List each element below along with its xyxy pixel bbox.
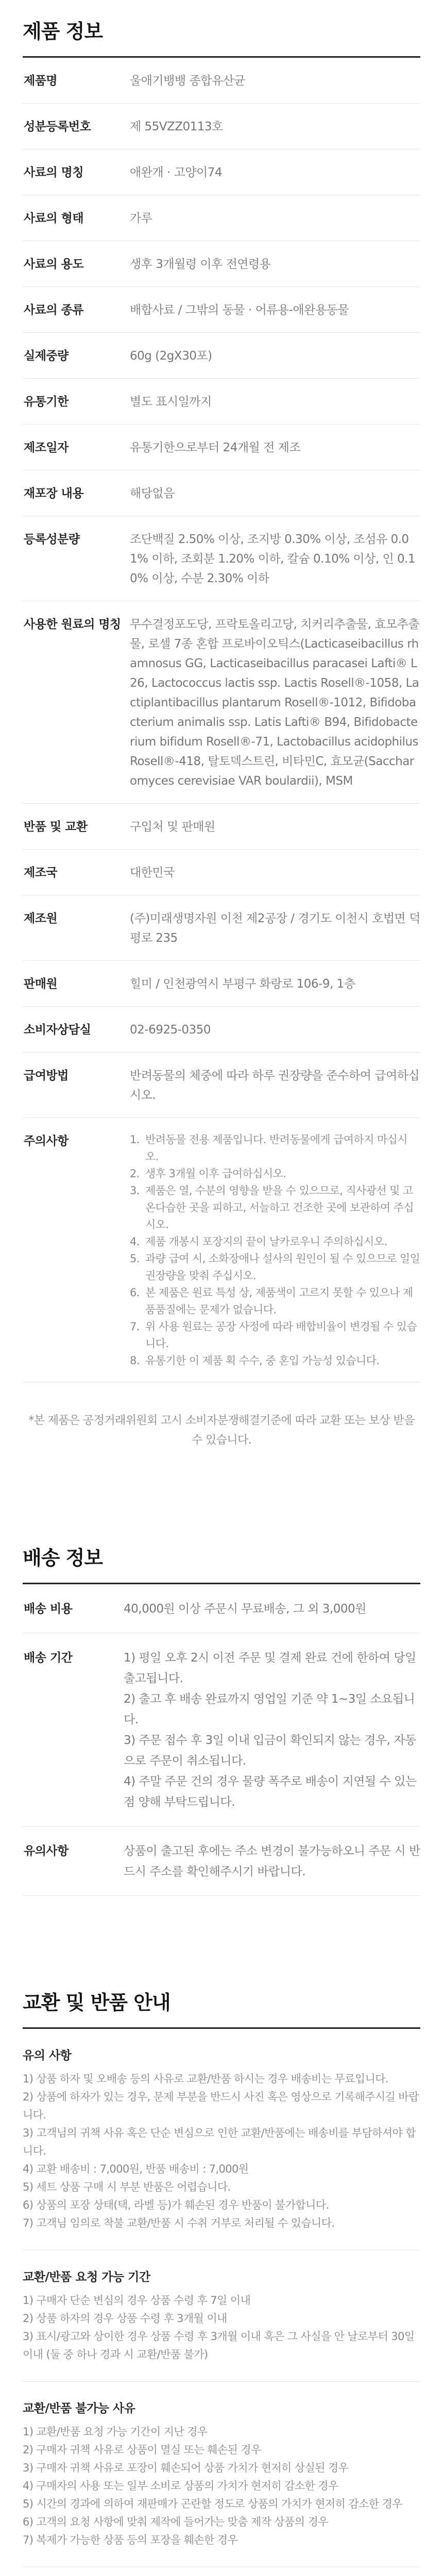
info-value: 조단백질 2.50% 이상, 조지방 0.30% 이상, 조섬유 0.01% 이하, 조회분 1.20% 이하, 칼슘 0.10% 이상, 인 0.10% 이상, 수분 2.30% 이하 (130, 533, 416, 585)
exchange-line: 6) 고객의 요청 사항에 맞춰 제작에 들어가는 맞춤 제작 상품의 경우 (23, 2516, 328, 2528)
product-footnote: *본 제품은 공정거래위원회 고시 소비자분쟁해결기준에 따라 교환 또는 보상 받을 수 있습니다. (28, 1414, 415, 1447)
info-label: 유통기한 (24, 395, 69, 409)
caution-item (130, 1250, 420, 1284)
info-row (23, 850, 420, 895)
caution-number: 4. (130, 1235, 140, 1248)
shipping-line: 2) 출고 후 배송 완료까지 영업일 기준 약 1~3일 소요됩니다. (124, 1692, 415, 1726)
exchange-info (23, 2029, 420, 2576)
exchange-line: 1) 구매자 단순 변심의 경우 상품 수령 후 7일 이내 (23, 2294, 251, 2307)
shipping-info-section (0, 1450, 443, 1896)
info-value: 제 55VZZ0113호 (130, 120, 223, 133)
info-value: 해당없음 (130, 487, 175, 500)
caution-item (130, 1233, 420, 1250)
caution-item (130, 1182, 420, 1233)
info-row (23, 333, 420, 379)
exchange-line: 4) 구매자의 사용 또는 일부 소비로 상품의 가치가 현저히 감소한 경우 (23, 2480, 338, 2492)
info-label: 제조국 (24, 866, 58, 879)
info-label: 등록성분량 (24, 533, 80, 546)
exchange-line: 5) 시간의 경과에 의하여 재판매가 곤란할 정도로 상품의 가치가 현저히 감소한 경우 (23, 2498, 402, 2510)
caution-item (130, 1284, 420, 1318)
info-row (23, 241, 420, 287)
caution-number: 8. (130, 1354, 140, 1367)
info-value: 구입처 및 판매원 (130, 820, 215, 834)
info-value: 생후 3개월령 이후 전연령용 (130, 258, 271, 271)
caution-number: 3. (130, 1184, 140, 1197)
exchange-line: 4) 교환 배송비 : 7,000원, 반품 배송비 : 7,000원 (23, 2163, 249, 2175)
info-label: 사용한 원료의 명칭 (24, 618, 121, 631)
info-row (23, 804, 420, 850)
info-row (23, 516, 420, 601)
info-row (23, 895, 420, 961)
product-info-table (23, 58, 420, 1382)
info-value: 애완개 · 고양이74 (130, 166, 223, 179)
exchange-line: 5) 세트 상품 구매 시 부분 반품은 어렵습니다. (23, 2181, 231, 2193)
info-label: 제품명 (24, 74, 58, 88)
shipping-line: 상품이 출고된 후에는 주소 변경이 불가능하오니 주문 시 반드시 주소를 확인해주시기 바랍니다. (124, 1844, 420, 1878)
caution-text: 본 제품은 원료 특성 상, 제품색이 고르지 못할 수 있으나 제품품질에는 문제가 없습니다. (145, 1286, 413, 1316)
caution-number: 1. (130, 1133, 140, 1146)
info-label: 성분등록번호 (24, 120, 91, 133)
info-label: 제조일자 (24, 441, 69, 454)
info-row (23, 425, 420, 470)
caution-text: 유통기한 이 제품 획 수수, 중 혼입 가능성 있습니다. (145, 1354, 380, 1367)
info-value: 반려동물의 체중에 따라 하루 권장량을 준수하여 급여하십시오. (130, 1069, 420, 1102)
caution-text: 과량 급여 시, 소화장애나 설사의 원인이 될 수 있으므로 일일 권장량을 맞춰 주십시오. (145, 1252, 420, 1282)
info-row (23, 601, 420, 804)
caution-item (130, 1131, 420, 1165)
exchange-line: 7) 고객님 임의로 착불 교환/반품 시 수취 거부로 처리될 수 있습니다. (23, 2217, 335, 2229)
info-value: 가루 (130, 212, 152, 225)
shipping-row (23, 1633, 420, 1826)
shipping-line: 3) 주문 접수 후 3일 이내 입금이 확인되지 않는 경우, 자동으로 주문이 취소됩니다. (124, 1734, 416, 1768)
caution-list (130, 1131, 420, 1369)
shipping-line: 1) 평일 오후 2시 이전 주문 및 결제 완료 건에 한하여 당일 출고됩니다. (124, 1651, 416, 1685)
shipping-row (23, 1826, 420, 1896)
info-label: 실제중량 (24, 349, 69, 363)
info-value: 60g (2gX30포) (130, 349, 212, 363)
info-value: 02-6925-0350 (130, 1023, 211, 1037)
caution-text: 반려동물 전용 제품입니다. 반려동물에게 급여하지 마십시오. (145, 1133, 407, 1163)
info-label: 급여방법 (24, 1069, 69, 1082)
caution-row (23, 1118, 420, 1382)
exchange-line: 3) 표시/광고와 상이한 경우 상품 수령 후 3개월 이내 혹은 그 사실을 안 날로부터 30일 이내 (둘 중 하나 경과 시 교환/반품 불가) (23, 2330, 415, 2361)
exchange-line: 2) 구매자 귀책 사유로 상품이 멸실 또는 훼손된 경우 (23, 2444, 261, 2456)
info-value: 무수결정포도당, 프락토올리고당, 치커리추출물, 효모추출물, 로셀 7종 혼합 프로바이오틱스(Lacticaseibacillus rhamnosus GG, Lacticaseibacillus paracasei Lafti® L26, Lactococcus lactis ssp. Lactis Rosell®-1058, Lactiplantibacillus plantarum Rosell®-1012, Bifidobacterium animalis ssp. Latis Lafti® B94, Bifidobacterium bifidum Rosell®-71, Lactobacillus acidophilus Rosell®-418, 탈토덱스트린, 비타민C, 효모균(Saccharomyces cerevisiae VAR boulardii), MSM (130, 618, 420, 788)
info-label: 사료의 용도 (24, 258, 84, 271)
exchange-line: 3) 구매자 귀책 사유로 포장이 훼손되어 상품 가치가 현저히 상실된 경우 (23, 2462, 349, 2474)
exchange-line: 7) 복제가 가능한 상품 등의 포장을 훼손한 경우 (23, 2534, 238, 2546)
exchange-line: 1) 교환/반품 요청 가능 기간이 지난 경우 (23, 2426, 208, 2438)
shipping-value (124, 1599, 420, 1619)
info-row (23, 58, 420, 104)
info-label: 소비자상담실 (24, 1023, 91, 1037)
info-label: 사료의 형태 (24, 212, 84, 225)
info-value: 대한민국 (130, 866, 175, 879)
exchange-block-heading: 유의 사항 (23, 2049, 72, 2062)
exchange-line: 2) 상품에 하자가 있는 경우, 문제 부분을 반드시 사진 혹은 영상으로 기록해주시길 바랍니다. (23, 2091, 419, 2121)
caution-item (130, 1352, 420, 1369)
section-title-shipping: 배송 정보 (23, 1547, 103, 1569)
info-row (23, 287, 420, 333)
shipping-info-table (23, 1584, 420, 1896)
info-value: 힐미 / 인천광역시 부평구 화랑로 106-9, 1층 (130, 977, 355, 991)
section-title-exchange: 교환 및 반품 안내 (23, 1991, 171, 2014)
info-value: 배합사료 / 그밖의 동물 · 어류용-애완용동물 (130, 303, 349, 317)
shipping-label: 배송 기간 (24, 1651, 73, 1665)
info-value: 별도 표시일까지 (130, 395, 212, 409)
caution-number: 7. (130, 1320, 140, 1333)
info-row (23, 470, 420, 516)
info-row (23, 149, 420, 195)
info-row (23, 1053, 420, 1118)
exchange-block (23, 2029, 420, 2250)
info-row (23, 104, 420, 149)
shipping-value (124, 1648, 420, 1812)
caution-item (130, 1318, 420, 1352)
shipping-value (124, 1841, 420, 1882)
caution-text: 제품은 열, 수분의 영향을 받을 수 있으므로, 직사광선 및 고온다습한 곳을 피하고, 서늘하고 건조한 곳에 보관하여 주십시오. (145, 1184, 414, 1231)
info-row (23, 961, 420, 1007)
exchange-block (23, 2382, 420, 2567)
exchange-block-heading: 교환/반품 불가능 사유 (23, 2402, 135, 2415)
caution-list-wrap (130, 1131, 420, 1369)
caution-number: 2. (130, 1167, 140, 1180)
shipping-label: 유의사항 (24, 1844, 69, 1858)
info-value: 울애기뱅뱅 종합유산균 (130, 74, 245, 88)
exchange-block (23, 2250, 420, 2382)
info-row (23, 379, 420, 425)
caution-text: 생후 3개월 이후 급여하십시오. (145, 1167, 286, 1180)
shipping-row (23, 1584, 420, 1633)
info-row (23, 1007, 420, 1053)
shipping-line: 40,000원 이상 주문시 무료배송, 그 외 3,000원 (124, 1602, 366, 1616)
caution-item (130, 1165, 420, 1182)
caution-label: 주의사항 (24, 1134, 69, 1148)
info-row (23, 195, 420, 241)
exchange-line: 1) 상품 하자 및 오배송 등의 사유로 교환/반품 하시는 경우 배송비는 무료입니다. (23, 2073, 388, 2085)
caution-text: 위 사용 원료는 공장 사정에 따라 배합비율이 변경될 수 있습니다. (145, 1320, 417, 1350)
exchange-line: 6) 상품의 포장 상태(택, 라벨 등)가 훼손된 경우 반품이 불가합니다. (23, 2199, 329, 2211)
exchange-line: 3) 고객님의 귀책 사유 혹은 단순 변심으로 인한 교환/반품에는 배송비를 부담하셔야 합니다. (23, 2127, 416, 2157)
caution-number: 6. (130, 1286, 140, 1299)
info-label: 사료의 종류 (24, 303, 84, 317)
info-label: 재포장 내용 (24, 487, 84, 500)
exchange-block-heading: 교환/반품 요청 가능 기간 (23, 2270, 150, 2284)
exchange-row (23, 2567, 420, 2576)
info-label: 제조원 (24, 912, 58, 925)
shipping-label: 배송 비용 (24, 1602, 73, 1616)
info-label: 판매원 (24, 977, 58, 991)
info-value: 유통기한으로부터 24개월 전 제조 (130, 441, 301, 454)
info-value: (주)미래생명자원 이천 제2공장 / 경기도 이천시 호법면 덕평로 235 (130, 912, 420, 945)
info-label: 사료의 명칭 (24, 166, 84, 179)
shipping-line: 4) 주말 주문 건의 경우 물량 폭주로 배송이 지연될 수 있는 점 양해 부탁드립니다. (124, 1775, 417, 1809)
caution-text: 제품 개봉시 포장지의 끝이 날카로우니 주의하십시오. (145, 1235, 387, 1248)
section-title-product: 제품 정보 (23, 20, 103, 43)
exchange-return-section (0, 1896, 443, 2576)
exchange-line: 2) 상품 하자의 경우 상품 수령 후 3개월 이내 (23, 2312, 227, 2325)
caution-number: 5. (130, 1252, 140, 1265)
info-label: 반품 및 교환 (24, 820, 88, 834)
